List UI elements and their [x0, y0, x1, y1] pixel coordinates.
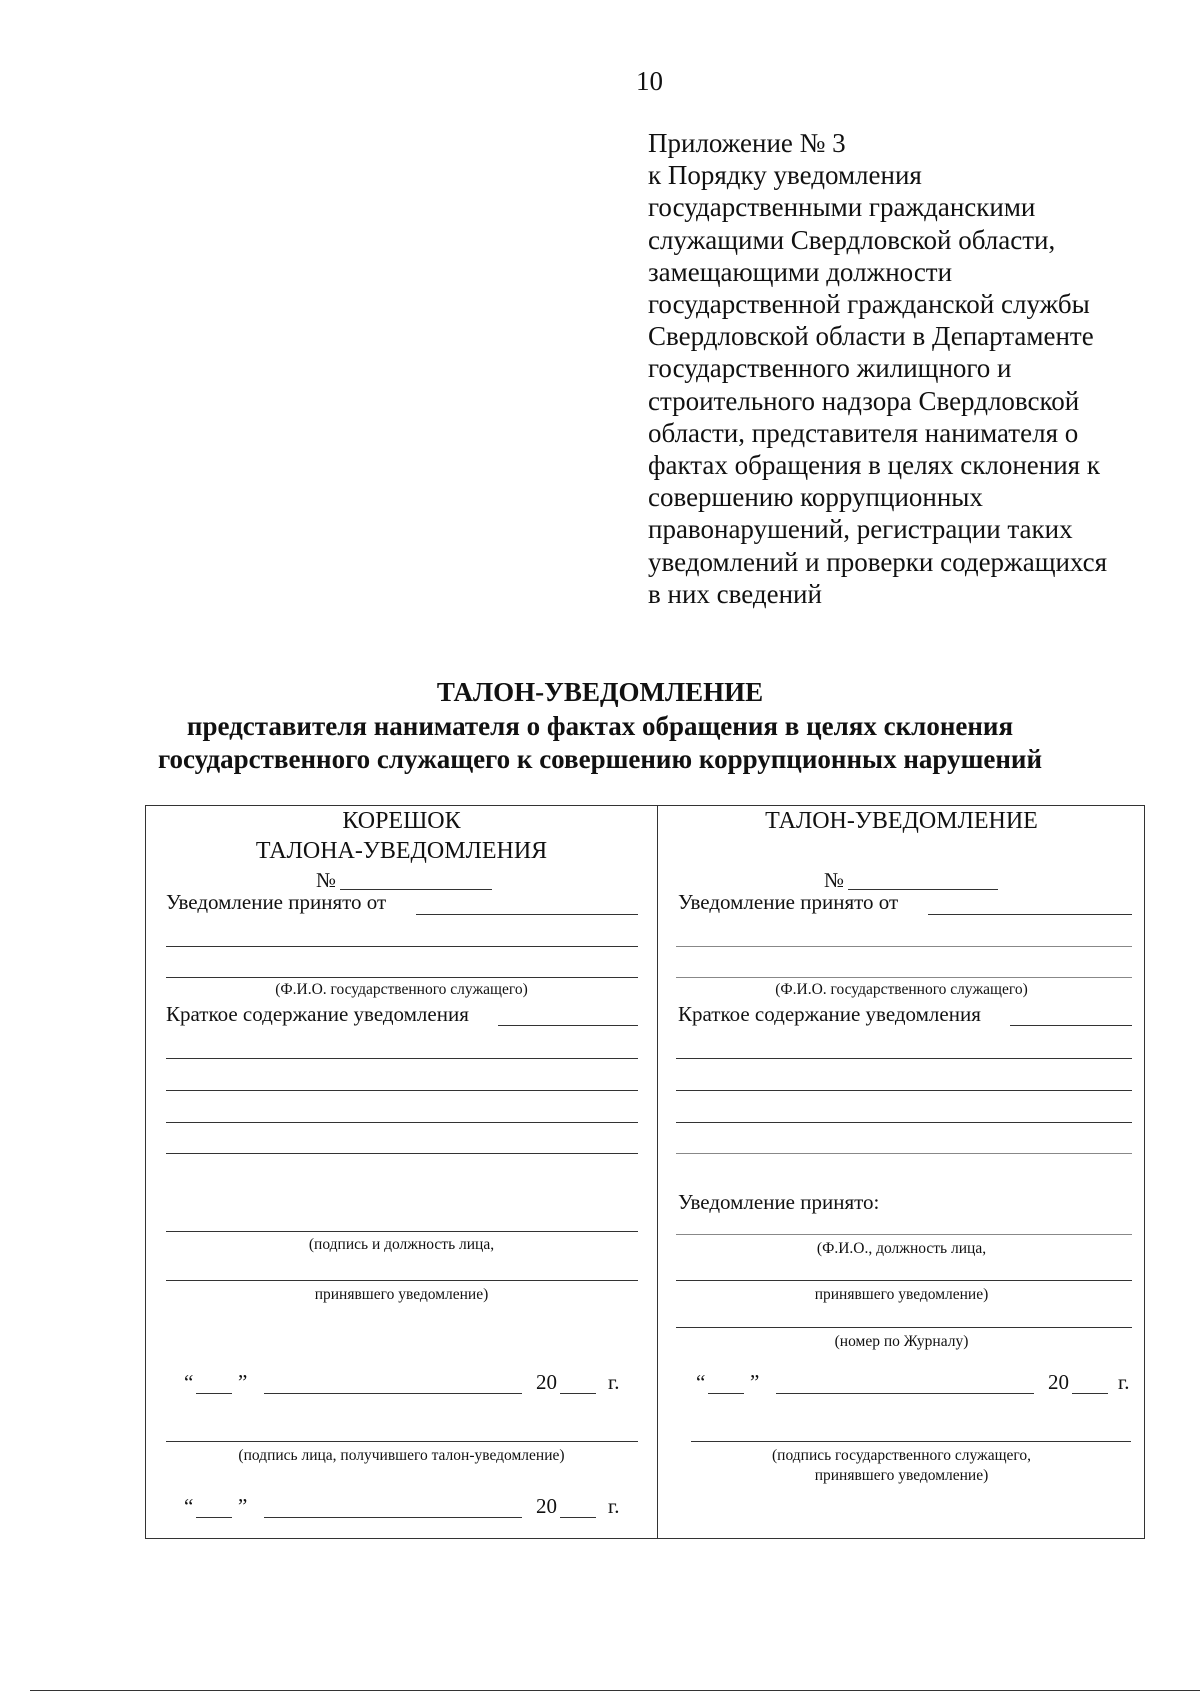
stub-heading-2: ТАЛОНА-УВЕДОМЛЕНИЯ: [255, 838, 548, 864]
notice-accepted-caption-2: принявшего уведомление): [814, 1286, 989, 1303]
appendix-line: совершению коррупционных: [648, 482, 983, 513]
notice-heading: ТАЛОН-УВЕДОМЛЕНИЕ: [765, 808, 1038, 834]
stub-day-field[interactable]: [196, 1393, 232, 1394]
appendix-line: в них сведений: [648, 578, 822, 609]
stub-year-field[interactable]: [560, 1393, 596, 1394]
notice-fio-line-1[interactable]: [676, 946, 1132, 947]
notice-accepted-label: Уведомление принято:: [678, 1190, 880, 1214]
stub-received-from-field[interactable]: [416, 914, 638, 915]
stub-fio-line-1[interactable]: [166, 946, 638, 947]
stub-date2-open-quote: “: [184, 1494, 194, 1518]
appendix-line: области, представителя нанимателя о: [648, 417, 1079, 448]
stub-day2-field[interactable]: [196, 1517, 232, 1518]
appendix-line: правонарушений, регистрации таких: [648, 514, 1073, 545]
appendix-line: фактах обращения в целях склонения к: [648, 450, 1100, 481]
notice-date-close-quote: ”: [750, 1370, 760, 1394]
stub-fio-line-2[interactable]: [166, 977, 638, 978]
notice-year-field[interactable]: [1072, 1393, 1108, 1394]
stub-heading-1: КОРЕШОК: [342, 808, 461, 834]
notice-fio-line-2[interactable]: [676, 977, 1132, 978]
notice-form: [145, 805, 1145, 1539]
stub-year2-prefix: 20: [536, 1494, 557, 1518]
stub-receiver-caption: (подпись лица, получившего талон-уведомление): [238, 1447, 565, 1464]
stub-year2-field[interactable]: [560, 1517, 596, 1518]
notice-accepted-position-line[interactable]: [676, 1280, 1132, 1281]
stub-receiver-line[interactable]: [166, 1441, 638, 1442]
stub-year-prefix: 20: [536, 1370, 557, 1394]
stub-date-open-quote: “: [184, 1370, 194, 1394]
appendix-line: замещающими должности: [648, 256, 953, 287]
stub-summary-line-1[interactable]: [166, 1058, 638, 1059]
stub-month2-field[interactable]: [264, 1517, 522, 1518]
notice-summary-field[interactable]: [1010, 1025, 1132, 1026]
notice-received-from-label: Уведомление принято от: [678, 890, 899, 914]
notice-journal-caption: (номер по Журналу): [834, 1333, 969, 1350]
appendix-line: государственными гражданскими: [648, 192, 1036, 223]
notice-date-open-quote: “: [696, 1370, 706, 1394]
appendix-line: служащими Свердловской области,: [648, 224, 1056, 255]
stub-summary-field[interactable]: [498, 1025, 638, 1026]
stub-month-field[interactable]: [264, 1393, 522, 1394]
appendix-line: строительного надзора Свердловской: [648, 385, 1080, 416]
appendix-line: государственного жилищного и: [648, 353, 1012, 384]
appendix-line: Приложение № 3: [648, 128, 846, 158]
stub-signature-line[interactable]: [166, 1231, 638, 1232]
notice-summary-line-4[interactable]: [676, 1153, 1132, 1154]
page-number: 10: [636, 66, 663, 96]
notice-sign-caption-2: принявшего уведомление): [814, 1467, 989, 1484]
notice-signature-line[interactable]: [691, 1441, 1131, 1442]
stub-year-suffix: г.: [608, 1370, 620, 1394]
notice-journal-line[interactable]: [676, 1327, 1132, 1328]
notice-received-from-field[interactable]: [928, 914, 1132, 915]
stub-date2-close-quote: ”: [238, 1494, 248, 1518]
appendix-note: [648, 127, 1168, 610]
notice-fio-caption: (Ф.И.О. государственного служащего): [775, 981, 1028, 998]
notice-accepted-fio-line[interactable]: [676, 1234, 1132, 1235]
appendix-line: уведомлений и проверки содержащихся: [648, 546, 1108, 577]
stub-summary-line-4[interactable]: [166, 1153, 638, 1154]
appendix-line: Свердловской области в Департаменте: [648, 321, 1094, 352]
stub-summary-label: Краткое содержание уведомления: [166, 1002, 469, 1026]
notice-summary-line-1[interactable]: [676, 1058, 1132, 1059]
stub-fio-caption: (Ф.И.О. государственного служащего): [275, 981, 528, 998]
stub-summary-line-3[interactable]: [166, 1122, 638, 1123]
document-subtitle-line-2: государственного служащего к совершению коррупционных нарушений: [157, 744, 1043, 774]
appendix-line: к Порядку уведомления: [648, 160, 922, 191]
notice-sign-caption-1: (подпись государственного служащего,: [772, 1447, 1031, 1464]
appendix-line: государственной гражданской службы: [648, 289, 1090, 320]
stub-date-close-quote: ”: [238, 1370, 248, 1394]
notice-month-field[interactable]: [776, 1393, 1034, 1394]
stub-year2-suffix: г.: [608, 1494, 620, 1518]
notice-accepted-caption-1: (Ф.И.О., должность лица,: [816, 1240, 987, 1257]
stub-sign-caption-2: принявшего уведомление): [314, 1286, 489, 1303]
notice-summary-line-2[interactable]: [676, 1090, 1132, 1091]
stub-summary-line-2[interactable]: [166, 1090, 638, 1091]
document-title: ТАЛОН-УВЕДОМЛЕНИЕ: [436, 677, 764, 707]
stub-position-line[interactable]: [166, 1280, 638, 1281]
notice-number-label: №: [824, 868, 845, 892]
notice-summary-label: Краткое содержание уведомления: [678, 1002, 981, 1026]
stub-number-label: №: [316, 868, 337, 892]
notice-year-suffix: г.: [1118, 1370, 1130, 1394]
stub-sign-caption-1: (подпись и должность лица,: [308, 1236, 495, 1253]
document-subtitle-line-1: представителя нанимателя о фактах обращения в целях склонения: [186, 711, 1014, 741]
notice-year-prefix: 20: [1048, 1370, 1069, 1394]
page-bottom-rule: [30, 1690, 1200, 1691]
stub-received-from-label: Уведомление принято от: [166, 890, 387, 914]
column-divider: [657, 806, 658, 1538]
notice-summary-line-3[interactable]: [676, 1122, 1132, 1123]
notice-day-field[interactable]: [708, 1393, 744, 1394]
